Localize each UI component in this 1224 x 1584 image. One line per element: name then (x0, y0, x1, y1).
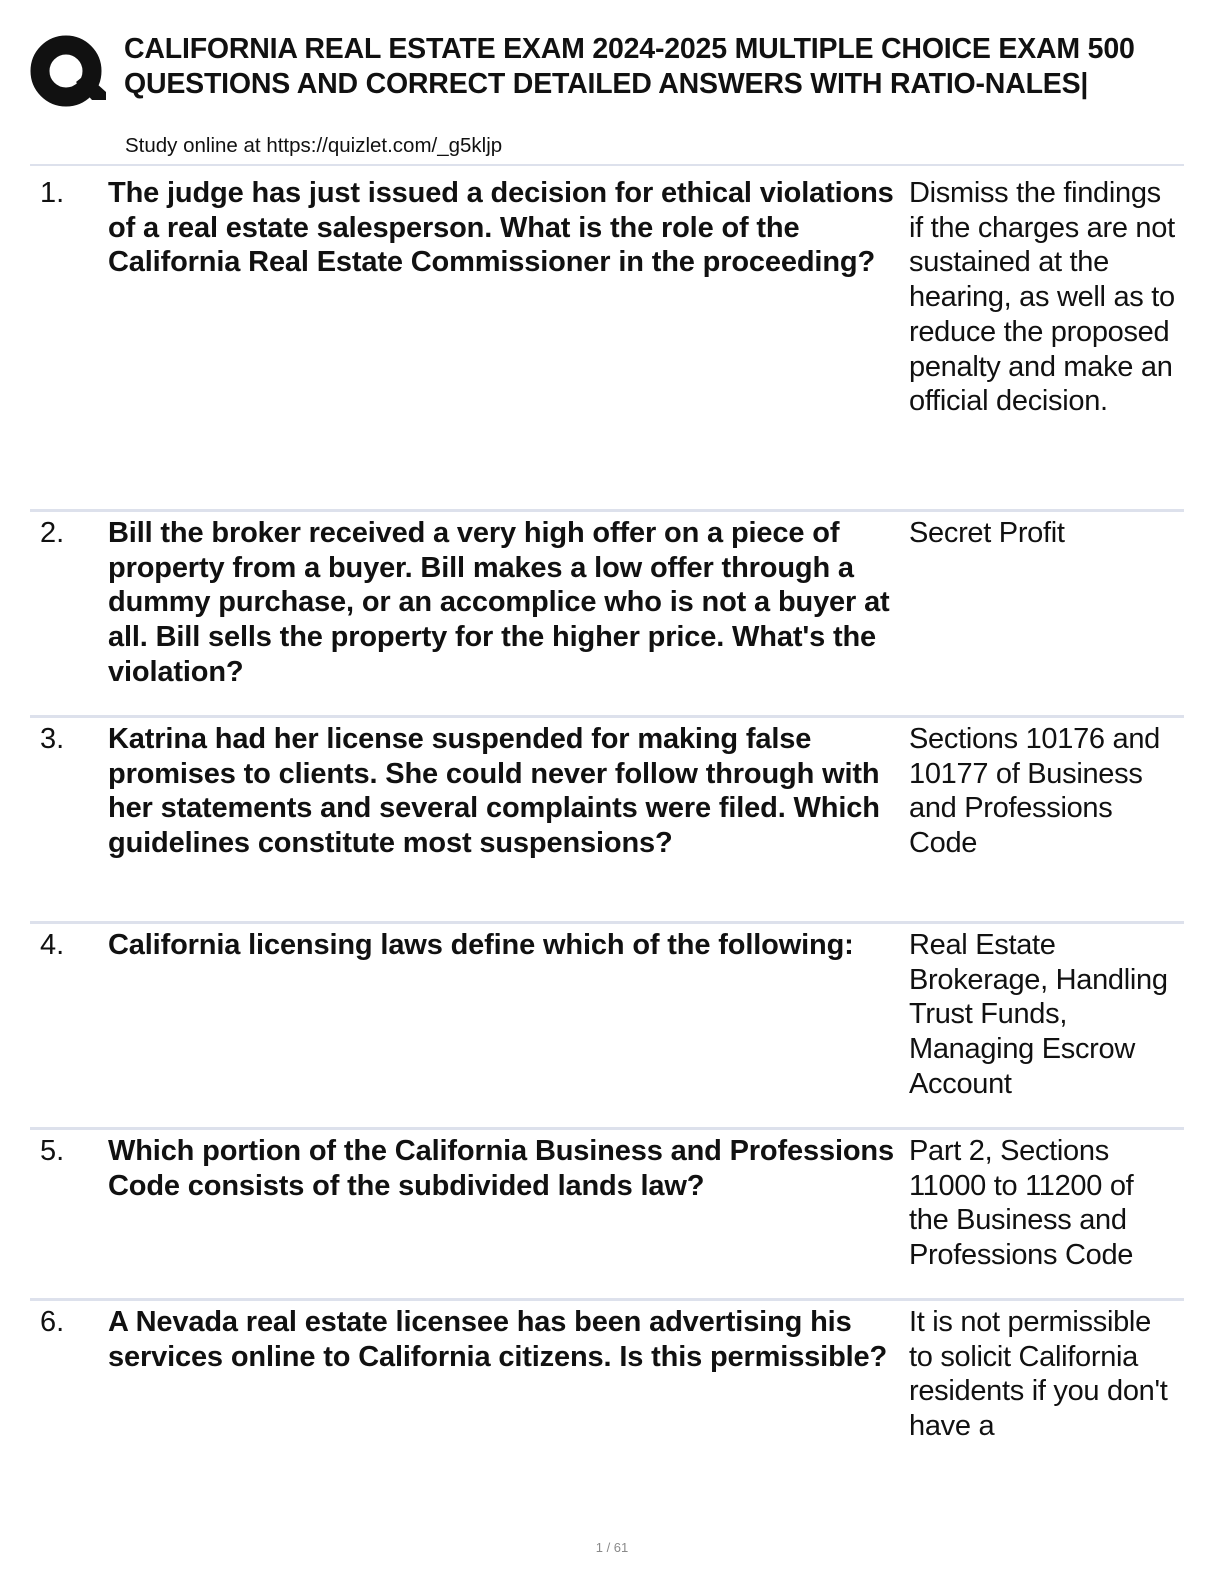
question-number: 4. (40, 929, 65, 961)
qa-item-4 (30, 924, 1184, 1130)
question-text: Katrina had her license suspended for making false promises to clients. She could never follow through with her statements and several complaints were filed. Which guidelines constitute most suspensions? (108, 723, 880, 860)
qa-item-2 (30, 512, 1184, 718)
question-number: 2. (40, 517, 65, 549)
question-number: 3. (40, 723, 65, 755)
qa-list (30, 172, 1184, 1461)
page-header (30, 28, 1210, 162)
qa-item-5 (30, 1130, 1184, 1301)
answer-text: Real Estate Brokerage, Handling Trust Funds, Managing Escrow Account (909, 929, 1168, 1100)
qa-item-6 (30, 1301, 1184, 1461)
question-number: 5. (40, 1135, 65, 1167)
question-text: A Nevada real estate licensee has been advertising his services online to California citizens. Is this permissible? (108, 1306, 888, 1373)
quizlet-q-logo-icon (30, 34, 106, 110)
document-title: CALIFORNIA REAL ESTATE EXAM 2024-2025 MULTIPLE CHOICE EXAM 500 QUESTIONS AND CORRECT DETAILED ANSWERS WITH RATIO-NALES| (124, 33, 1135, 100)
qa-item-1 (30, 172, 1184, 512)
answer-text: Secret Profit (909, 517, 1065, 549)
study-online-link[interactable]: Study online at https://quizlet.com/_g5kljp (125, 134, 503, 157)
qa-item-3 (30, 718, 1184, 924)
question-number: 1. (40, 177, 65, 209)
answer-text: Part 2, Sections 11000 to 11200 of the Business and Professions Code (909, 1135, 1134, 1272)
answer-text: Dismiss the findings if the charges are not sustained at the hearing, as well as to reduce the proposed penalty and make an official decision. (909, 177, 1175, 418)
question-text: California licensing laws define which of the following: (108, 929, 854, 961)
question-text: Bill the broker received a very high offer on a piece of property from a buyer. Bill makes a low offer through a dummy purchase, or an accomplice who is not a buyer at all. Bill sells the property for the higher price. What's the violation? (108, 517, 890, 688)
question-text: Which portion of the California Business and Professions Code consists of the subdivided lands law? (108, 1135, 894, 1202)
answer-text: It is not permissible to solicit California residents if you don't have a (909, 1306, 1168, 1443)
question-text: The judge has just issued a decision for ethical violations of a real estate salesperson. What is the role of the California Real Estate Commissioner in the proceeding? (108, 177, 894, 279)
header-divider (30, 164, 1184, 166)
question-number: 6. (40, 1306, 65, 1338)
page-indicator: 1 / 61 (595, 1540, 629, 1555)
answer-text: Sections 10176 and 10177 of Business and Professions Code (909, 723, 1160, 860)
